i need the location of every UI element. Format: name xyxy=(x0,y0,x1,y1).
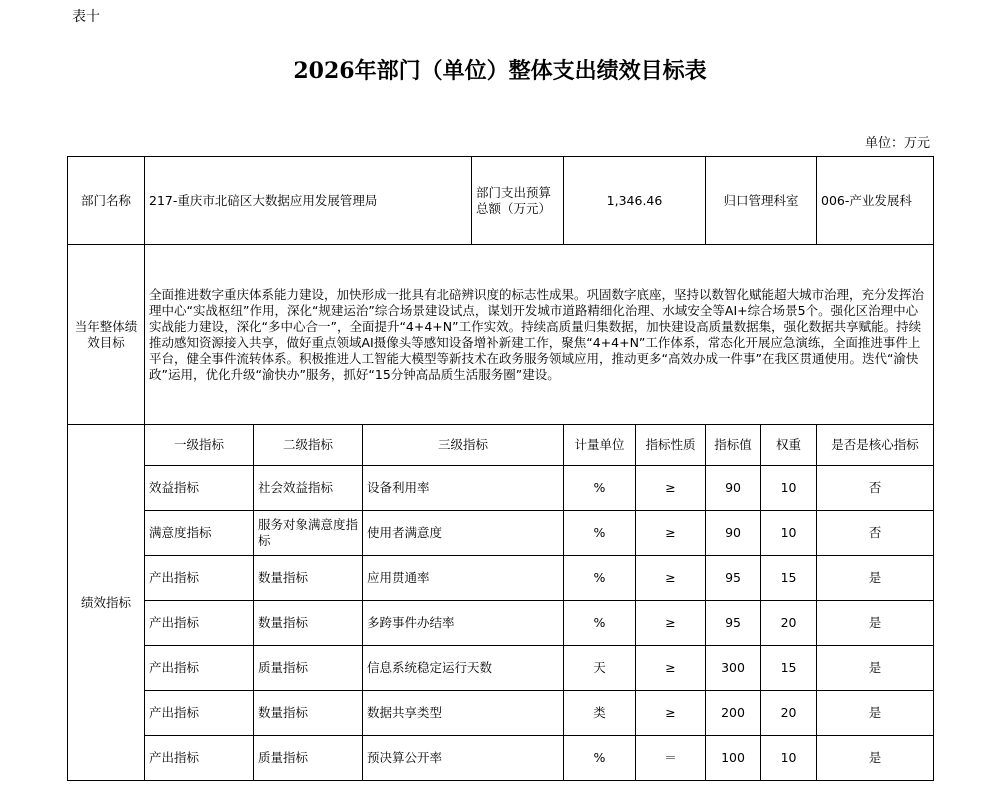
header-nature: 指标性质 xyxy=(636,425,706,466)
goal-row xyxy=(68,245,934,425)
header-core: 是否是核心指标 xyxy=(817,425,934,466)
unit-cell: 天 xyxy=(564,646,636,691)
indicators-label: 绩效指标 xyxy=(68,425,145,781)
goal-text: 全面推进数字重庆体系能力建设，加快形成一批具有北碚辨识度的标志性成果。巩固数字底座，坚持以数智化赋能超大城市治理，充分发挥治理中心“实战枢纽”作用，深化“规建运治”综合场景建设试点，谋划开发城市道路精细化治理、水域安全等AI+综合场景5个。强化区治理中心实战能力建设，深化“多中心合一”，全面提升“4+4+N”工作实效。持续高质量归集数据，加快建设高质量数据集，强化数据共享赋能。持续推动感知资源接入共享，做好重点领域AI摄像头等感知设备增补新建工作，聚焦“4+4+N”工作体系，常态化开展应急演练，全面推进事件上平台，健全事件流转体系。积极推进人工智能大模型等新技术在政务服务领域应用，推动更多“高效办成一件事”在我区贯通使用。迭代“渝快政”运用，优化升级“渝快办”服务，抓好“15分钟高品质生活服务圈”建设。 xyxy=(145,245,934,425)
core-cell: 否 xyxy=(817,466,934,511)
unit-cell: % xyxy=(564,511,636,556)
goal-label: 当年整体绩效目标 xyxy=(68,245,145,425)
level1-cell: 产出指标 xyxy=(145,556,254,601)
nature-cell: ≥ xyxy=(636,556,706,601)
table-row xyxy=(68,736,934,781)
level2-cell: 质量指标 xyxy=(254,736,363,781)
core-cell: 是 xyxy=(817,601,934,646)
level3-cell: 应用贯通率 xyxy=(363,556,564,601)
dept-row xyxy=(68,157,934,245)
core-cell: 是 xyxy=(817,691,934,736)
indicator-header-row xyxy=(68,425,934,466)
nature-cell: ≥ xyxy=(636,601,706,646)
level1-cell: 效益指标 xyxy=(145,466,254,511)
value-cell: 300 xyxy=(706,646,761,691)
level1-cell: 满意度指标 xyxy=(145,511,254,556)
level3-cell: 数据共享类型 xyxy=(363,691,564,736)
level2-cell: 社会效益指标 xyxy=(254,466,363,511)
table-row xyxy=(68,556,934,601)
nature-cell: ≥ xyxy=(636,646,706,691)
weight-cell: 10 xyxy=(761,466,817,511)
unit-cell: % xyxy=(564,601,636,646)
value-cell: 200 xyxy=(706,691,761,736)
level1-cell: 产出指标 xyxy=(145,736,254,781)
nature-cell: ≥ xyxy=(636,691,706,736)
level3-cell: 预决算公开率 xyxy=(363,736,564,781)
table-row xyxy=(68,601,934,646)
level3-cell: 多跨事件办结率 xyxy=(363,601,564,646)
level2-cell: 数量指标 xyxy=(254,556,363,601)
value-cell: 90 xyxy=(706,466,761,511)
table-row xyxy=(68,466,934,511)
table-row xyxy=(68,646,934,691)
unit-label: 单位：万元 xyxy=(864,136,930,151)
page-title: 2026年部门（单位）整体支出绩效目标表 xyxy=(293,58,707,84)
dept-name-label: 部门名称 xyxy=(68,157,145,245)
weight-cell: 10 xyxy=(761,736,817,781)
header-level3: 三级指标 xyxy=(363,425,564,466)
level2-cell: 服务对象满意度指标 xyxy=(254,511,363,556)
level2-cell: 数量指标 xyxy=(254,691,363,736)
level1-cell: 产出指标 xyxy=(145,691,254,736)
level1-cell: 产出指标 xyxy=(145,646,254,691)
value-cell: 95 xyxy=(706,556,761,601)
unit-cell: % xyxy=(564,466,636,511)
office-value: 006-产业发展科 xyxy=(817,157,934,245)
weight-cell: 15 xyxy=(761,646,817,691)
header-weight: 权重 xyxy=(761,425,817,466)
weight-cell: 20 xyxy=(761,601,817,646)
weight-cell: 20 xyxy=(761,691,817,736)
unit-cell: 类 xyxy=(564,691,636,736)
unit-cell: % xyxy=(564,556,636,601)
value-cell: 95 xyxy=(706,601,761,646)
budget-value: 1,346.46 xyxy=(564,157,706,245)
budget-label: 部门支出预算总额（万元） xyxy=(472,157,564,245)
header-level2: 二级指标 xyxy=(254,425,363,466)
table-row xyxy=(68,511,934,556)
level2-cell: 质量指标 xyxy=(254,646,363,691)
dept-name-value: 217-重庆市北碚区大数据应用发展管理局 xyxy=(145,157,472,245)
core-cell: 是 xyxy=(817,646,934,691)
nature-cell: ＝ xyxy=(636,736,706,781)
level1-cell: 产出指标 xyxy=(145,601,254,646)
header-value: 指标值 xyxy=(706,425,761,466)
level3-cell: 设备利用率 xyxy=(363,466,564,511)
weight-cell: 15 xyxy=(761,556,817,601)
nature-cell: ≥ xyxy=(636,511,706,556)
core-cell: 是 xyxy=(817,556,934,601)
value-cell: 100 xyxy=(706,736,761,781)
header-level1: 一级指标 xyxy=(145,425,254,466)
weight-cell: 10 xyxy=(761,511,817,556)
header-unit: 计量单位 xyxy=(564,425,636,466)
value-cell: 90 xyxy=(706,511,761,556)
core-cell: 是 xyxy=(817,736,934,781)
table-label: 表十 xyxy=(72,9,100,25)
level2-cell: 数量指标 xyxy=(254,601,363,646)
performance-table xyxy=(67,156,934,781)
level3-cell: 信息系统稳定运行天数 xyxy=(363,646,564,691)
core-cell: 否 xyxy=(817,511,934,556)
nature-cell: ≥ xyxy=(636,466,706,511)
level3-cell: 使用者满意度 xyxy=(363,511,564,556)
office-label: 归口管理科室 xyxy=(706,157,817,245)
table-row xyxy=(68,691,934,736)
unit-cell: % xyxy=(564,736,636,781)
